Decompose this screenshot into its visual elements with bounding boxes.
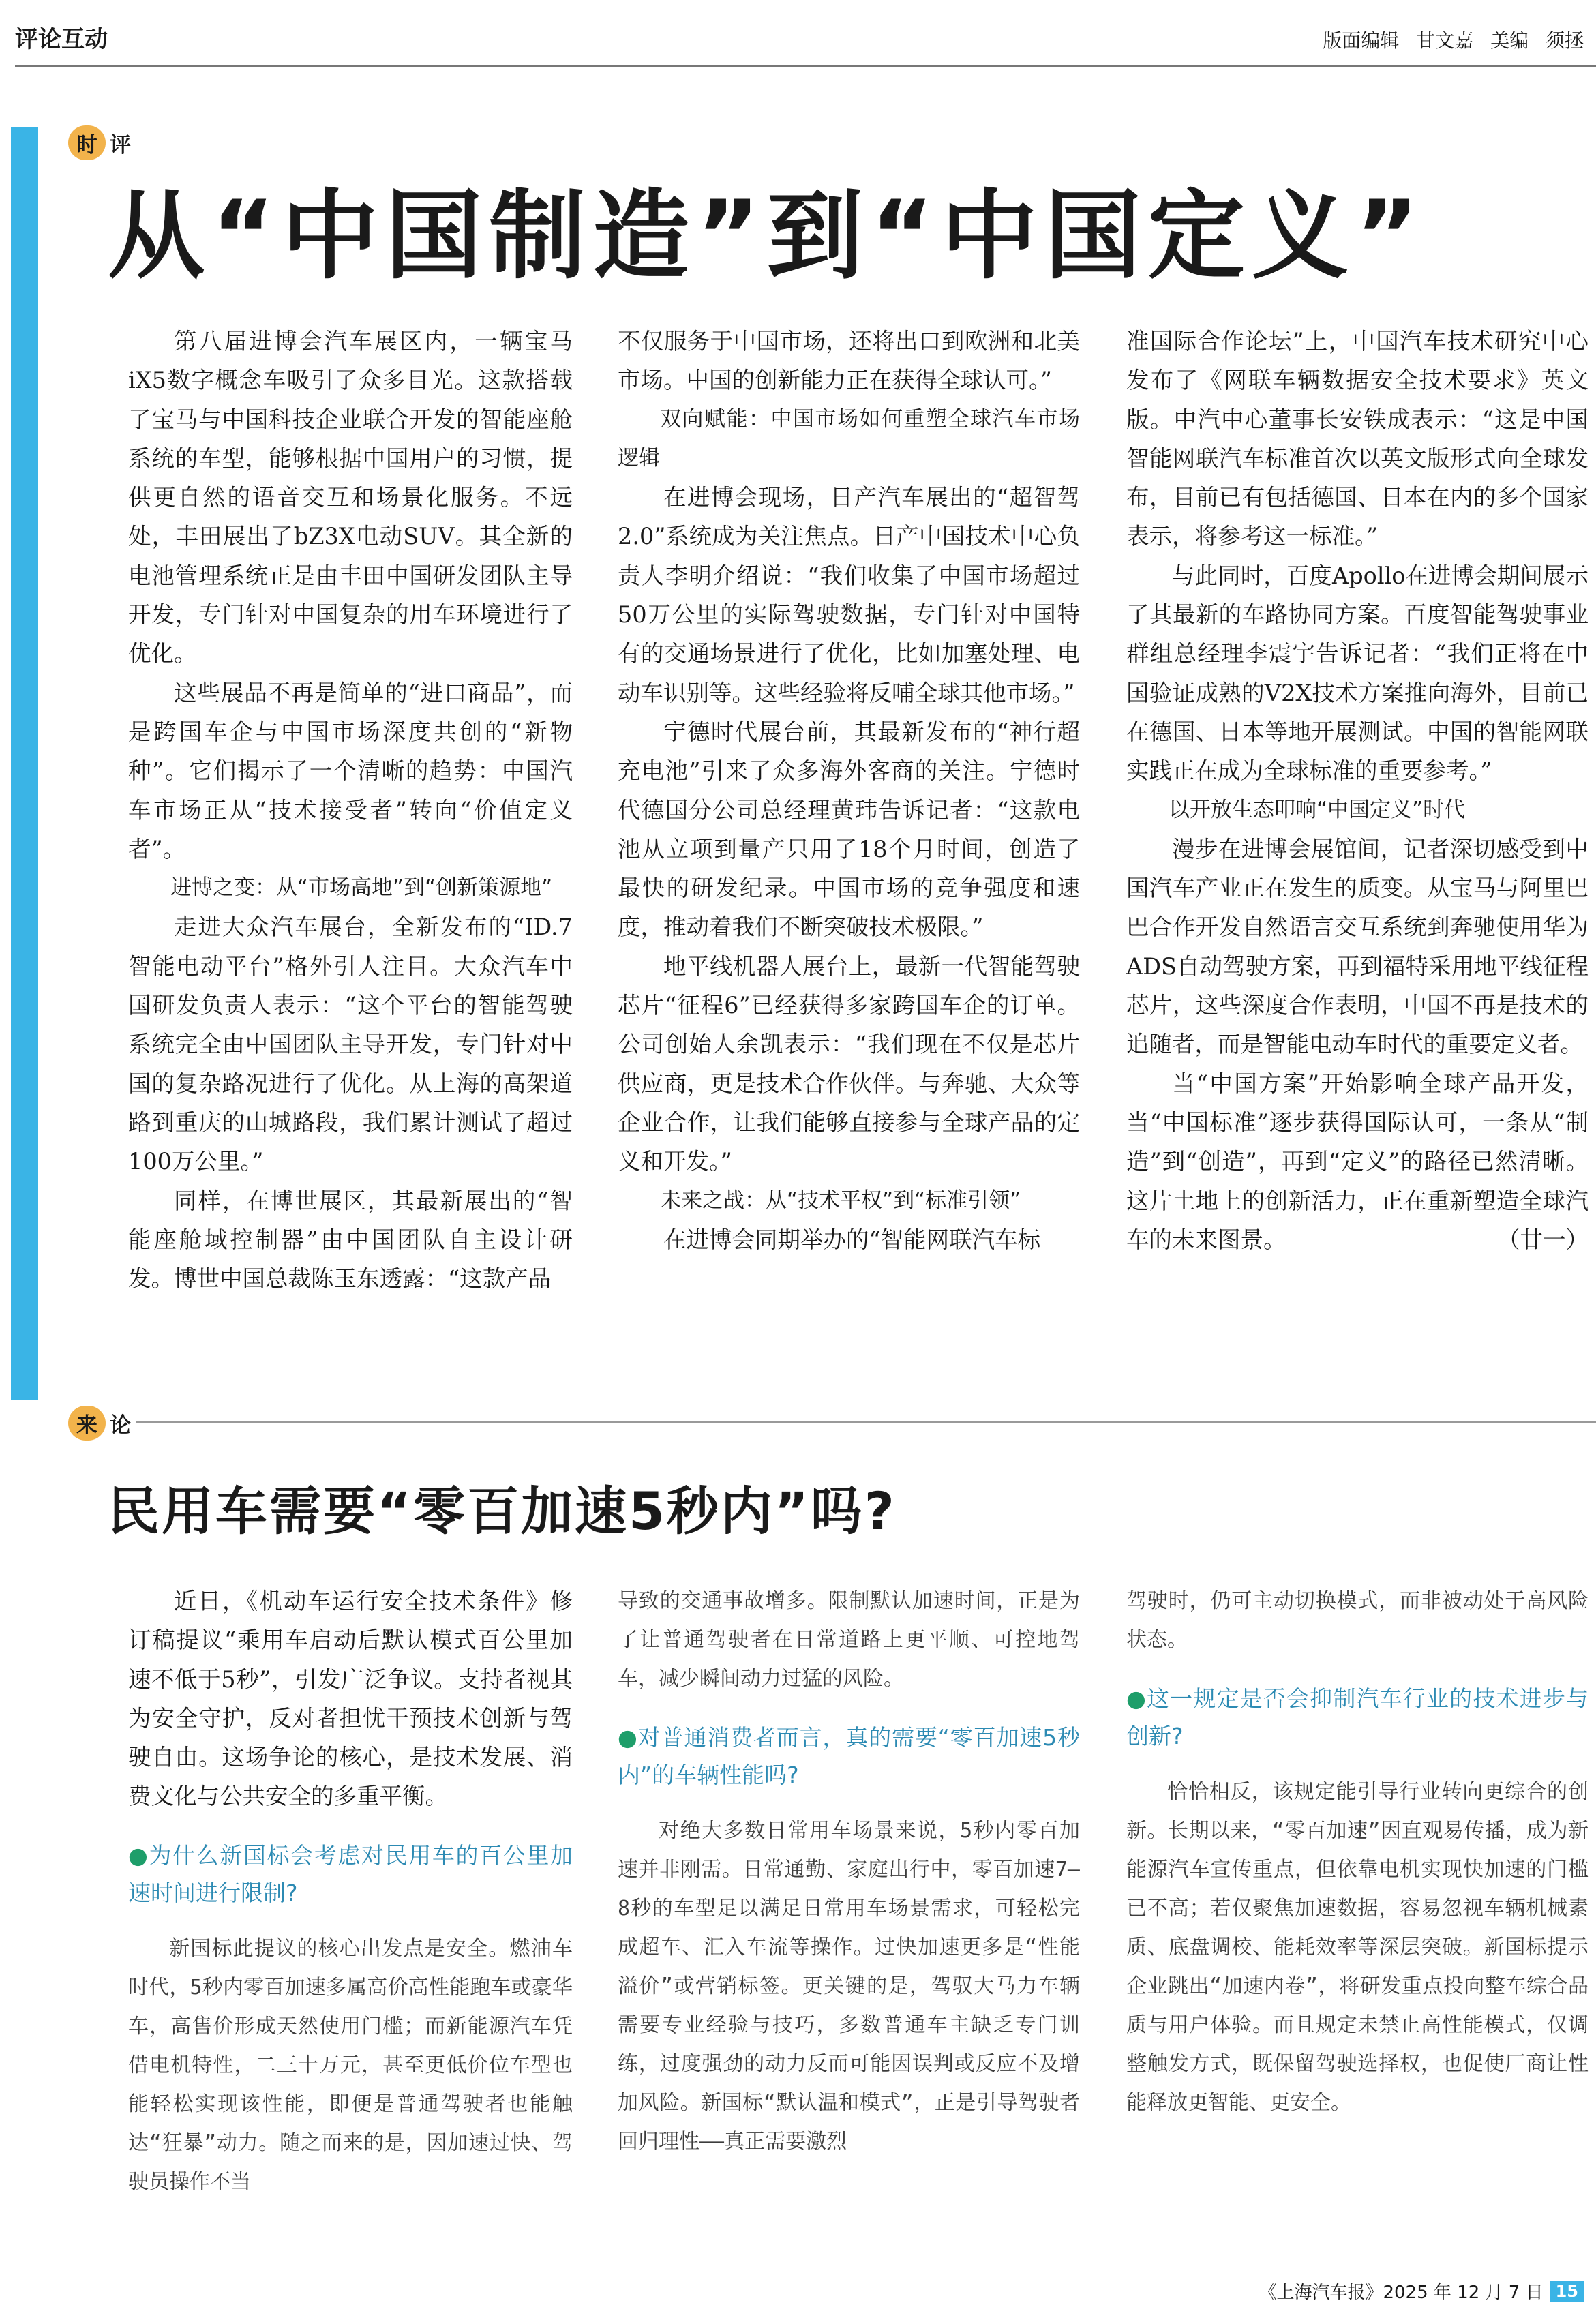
paragraph: 走进大众汽车展台，全新发布的“ID.7智能电动平台”格外引人注目。大众汽车中国研发负责人表示：“这个平台的智能驾驶系统完全由中国团队主导开发，专门针对中国的复杂路况进行了优化。从上海的高架道路到重庆的山城路段，我们累计测试了超过100万公里。” bbox=[128, 914, 573, 1175]
bullet-dot-icon: ● bbox=[1126, 1685, 1147, 1712]
paragraph: 与此同时，百度Apollo在进博会期间展示了其最新的车路协同方案。百度智能驾驶事业群组总经理李震宇告诉记者：“我们正将在中国验证成熟的V2X技术方案推向海外，目前已在德国、日本等地开展测试。中国的智能网联实践正在成为全球标准的重要参考。” bbox=[1126, 562, 1589, 785]
question-text: 这一规定是否会抑制汽车行业的技术进步与创新? bbox=[1126, 1685, 1589, 1749]
subheading: 未来之战：从“技术平权”到“标准引领” bbox=[660, 1188, 1021, 1213]
article1-column-1 bbox=[128, 322, 573, 1375]
bullet-dot-icon: ● bbox=[128, 1841, 149, 1869]
article1-column-3 bbox=[1126, 322, 1589, 1375]
section-name: 评论互动 bbox=[15, 26, 108, 53]
bullet-dot-icon: ● bbox=[618, 1724, 638, 1751]
paragraph: 当“中国方案”开始影响全球产品开发，当“中国标准”逐步获得国际认可，一条从“制造”到“创造”，再到“定义”的路径已然清晰。这片土地上的创新活力，正在重新塑造全球汽车的未来图景。 bbox=[1126, 1070, 1589, 1253]
page-header bbox=[0, 0, 1596, 68]
question-heading bbox=[618, 1719, 1080, 1794]
byline: （廿一） bbox=[1497, 1226, 1589, 1253]
article1-column-2 bbox=[618, 322, 1080, 1375]
paragraph: 在进博会现场，日产汽车展出的“超智驾2.0”系统成为关注焦点。日产中国技术中心负责人李明介绍说：“我们收集了中国市场超过50万公里的实际驾驶数据，专门针对中国特有的交通场景进行了优化，比如加塞处理、电动车识别等。这些经验将反哺全球其他市场。” bbox=[618, 484, 1080, 706]
article1-tag-text: 评 bbox=[110, 133, 131, 157]
paragraph: 恰恰相反，该规定能引导行业转向更综合的创新。长期以来，“零百加速”因直观易传播，成为新能源汽车宣传重点，但依靠电机实现快加速的门槛已不高；若仅聚焦加速数据，容易忽视车辆机械素质、底盘调校、能耗效率等深层突破。新国标提示企业跳出“加速内卷”，将研发重点投向整车综合品质与用户体验。而且规定未禁止高性能模式，仅调整触发方式，既保留驾驶选择权，也促使厂商让性能释放更智能、更安全。 bbox=[1126, 1780, 1589, 2115]
article1-headline: 从“中国制造”到“中国定义” bbox=[108, 180, 1426, 292]
paragraph: 对绝大多数日常用车场景来说，5秒内零百加速并非刚需。日常通勤、家庭出行中，零百加速7—8秒的车型足以满足日常用车场景需求，可轻松完成超车、汇入车流等操作。过快加速更多是“性能溢价”或营销标签。更关键的是，驾驭大马力车辆需要专业经验与技巧，多数普通车主缺乏专门训练，过度强劲的动力反而可能因误判或反应不及增加风险。新国标“默认温和模式”，正是引导驾驶者回归理性——真正需要激烈 bbox=[618, 1819, 1080, 2154]
paragraph: 不仅服务于中国市场，还将出口到欧洲和北美市场。中国的创新能力正在获得全球认可。” bbox=[618, 328, 1080, 394]
paragraph: 同样，在博世展区，其最新展出的“智能座舱域控制器”由中国团队自主设计研发。博世中国总裁陈玉东透露：“这款产品 bbox=[128, 1187, 573, 1293]
article2-column-2 bbox=[618, 1582, 1080, 2161]
article-accent-bar bbox=[11, 127, 38, 1400]
article2-headline: 民用车需要“零百加速5秒内”吗? bbox=[108, 1481, 897, 1541]
page-number: 15 bbox=[1550, 2281, 1584, 2302]
subheading: 双向赋能：中国市场如何重塑全球汽车市场逻辑 bbox=[618, 406, 1080, 470]
paragraph: 驾驶时，仍可主动切换模式，而非被动处于高风险状态。 bbox=[1126, 1589, 1589, 1652]
article2-column-3 bbox=[1126, 1582, 1589, 2122]
article1-tag-pill: 时 bbox=[68, 125, 106, 160]
header-rule bbox=[15, 65, 1596, 67]
paragraph: 在进博会同期举办的“智能网联汽车标 bbox=[663, 1226, 1041, 1253]
section-divider bbox=[136, 1421, 1596, 1423]
article2-tag-pill: 来 bbox=[68, 1406, 106, 1441]
subheading: 以开放生态叩响“中国定义”时代 bbox=[1169, 797, 1466, 822]
article2-tag bbox=[68, 1406, 131, 1441]
paragraph: 准国际合作论坛”上，中国汽车技术研究中心发布了《网联车辆数据安全技术要求》英文版。中汽中心董事长安铁成表示：“这是中国智能网联汽车标准首次以英文版形式向全球发布，目前已有包括德国、日本在内的多个国家表示，将参考这一标准。” bbox=[1126, 328, 1589, 550]
question-text: 为什么新国标会考虑对民用车的百公里加速时间进行限制? bbox=[128, 1841, 573, 1906]
article2-column-1 bbox=[128, 1582, 573, 2201]
question-heading bbox=[1126, 1680, 1589, 1755]
newspaper-date: 《上海汽车报》2025 年 12 月 7 日 bbox=[1259, 2282, 1544, 2303]
paragraph: 宁德时代展台前，其最新发布的“神行超充电池”引来了众多海外客商的关注。宁德时代德国分公司总经理黄玮告诉记者：“这款电池从立项到量产只用了18个月时间，创造了最快的研发纪录。中国市场的竞争强度和速度，推动着我们不断突破技术极限。” bbox=[618, 718, 1080, 941]
paragraph: 这些展品不再是简单的“进口商品”，而是跨国车企与中国市场深度共创的“新物种”。它们揭示了一个清晰的趋势：中国汽车市场正从“技术接受者”转向“价值定义者”。 bbox=[128, 679, 573, 862]
paragraph: 近日，《机动车运行安全技术条件》修订稿提议“乘用车启动后默认模式百公里加速不低于5秒”，引发广泛争议。支持者视其为安全守护，反对者担忧干预技术创新与驾驶自由。这场争论的核心，是技术发展、消费文化与公共安全的多重平衡。 bbox=[128, 1588, 573, 1810]
paragraph: 新国标此提议的核心出发点是安全。燃油车时代，5秒内零百加速多属高价高性能跑车或豪华车，高售价形成天然使用门槛；而新能源汽车凭借电机特性，二三十万元，甚至更低价位车型也能轻松实现该性能，即便是普通驾驶者也能触达“狂暴”动力。随之而来的是，因加速过快、驾驶员操作不当 bbox=[128, 1936, 573, 2194]
editor-credits: 版面编辑 甘文嘉 美编 须拯 bbox=[1323, 29, 1584, 52]
page-footer bbox=[1259, 2278, 1584, 2304]
question-heading bbox=[128, 1837, 573, 1912]
paragraph: 导致的交通事故增多。限制默认加速时间，正是为了让普通驾驶者在日常道路上更平顺、可控地驾车，减少瞬间动力过猛的风险。 bbox=[618, 1589, 1080, 1691]
article2-tag-text: 论 bbox=[110, 1413, 131, 1438]
paragraph: 漫步在进博会展馆间，记者深切感受到中国汽车产业正在发生的质变。从宝马与阿里巴巴合作开发自然语言交互系统到奔驰使用华为ADS自动驾驶方案，再到福特采用地平线征程芯片，这些深度合作表明，中国不再是技术的追随者，而是智能电动车时代的重要定义者。 bbox=[1126, 835, 1589, 1058]
paragraph: 地平线机器人展台上，最新一代智能驾驶芯片“征程6”已经获得多家跨国车企的订单。公司创始人余凯表示：“我们现在不仅是芯片供应商，更是技术合作伙伴。与奔驰、大众等企业合作，让我们能够直接参与全球产品的定义和开发。” bbox=[618, 952, 1080, 1175]
paragraph: 第八届进博会汽车展区内，一辆宝马iX5数字概念车吸引了众多目光。这款搭载了宝马与中国科技企业联合开发的智能座舱系统的车型，能够根据中国用户的习惯，提供更自然的语音交互和场景化服务。不远处，丰田展出了bZ3X电动SUV。其全新的电池管理系统正是由丰田中国研发团队主导开发，专门针对中国复杂的用车环境进行了优化。 bbox=[128, 328, 573, 667]
subheading: 进博之变：从“市场高地”到“创新策源地” bbox=[170, 875, 553, 901]
article1-tag bbox=[68, 125, 131, 160]
question-text: 对普通消费者而言，真的需要“零百加速5秒内”的车辆性能吗? bbox=[618, 1724, 1081, 1788]
